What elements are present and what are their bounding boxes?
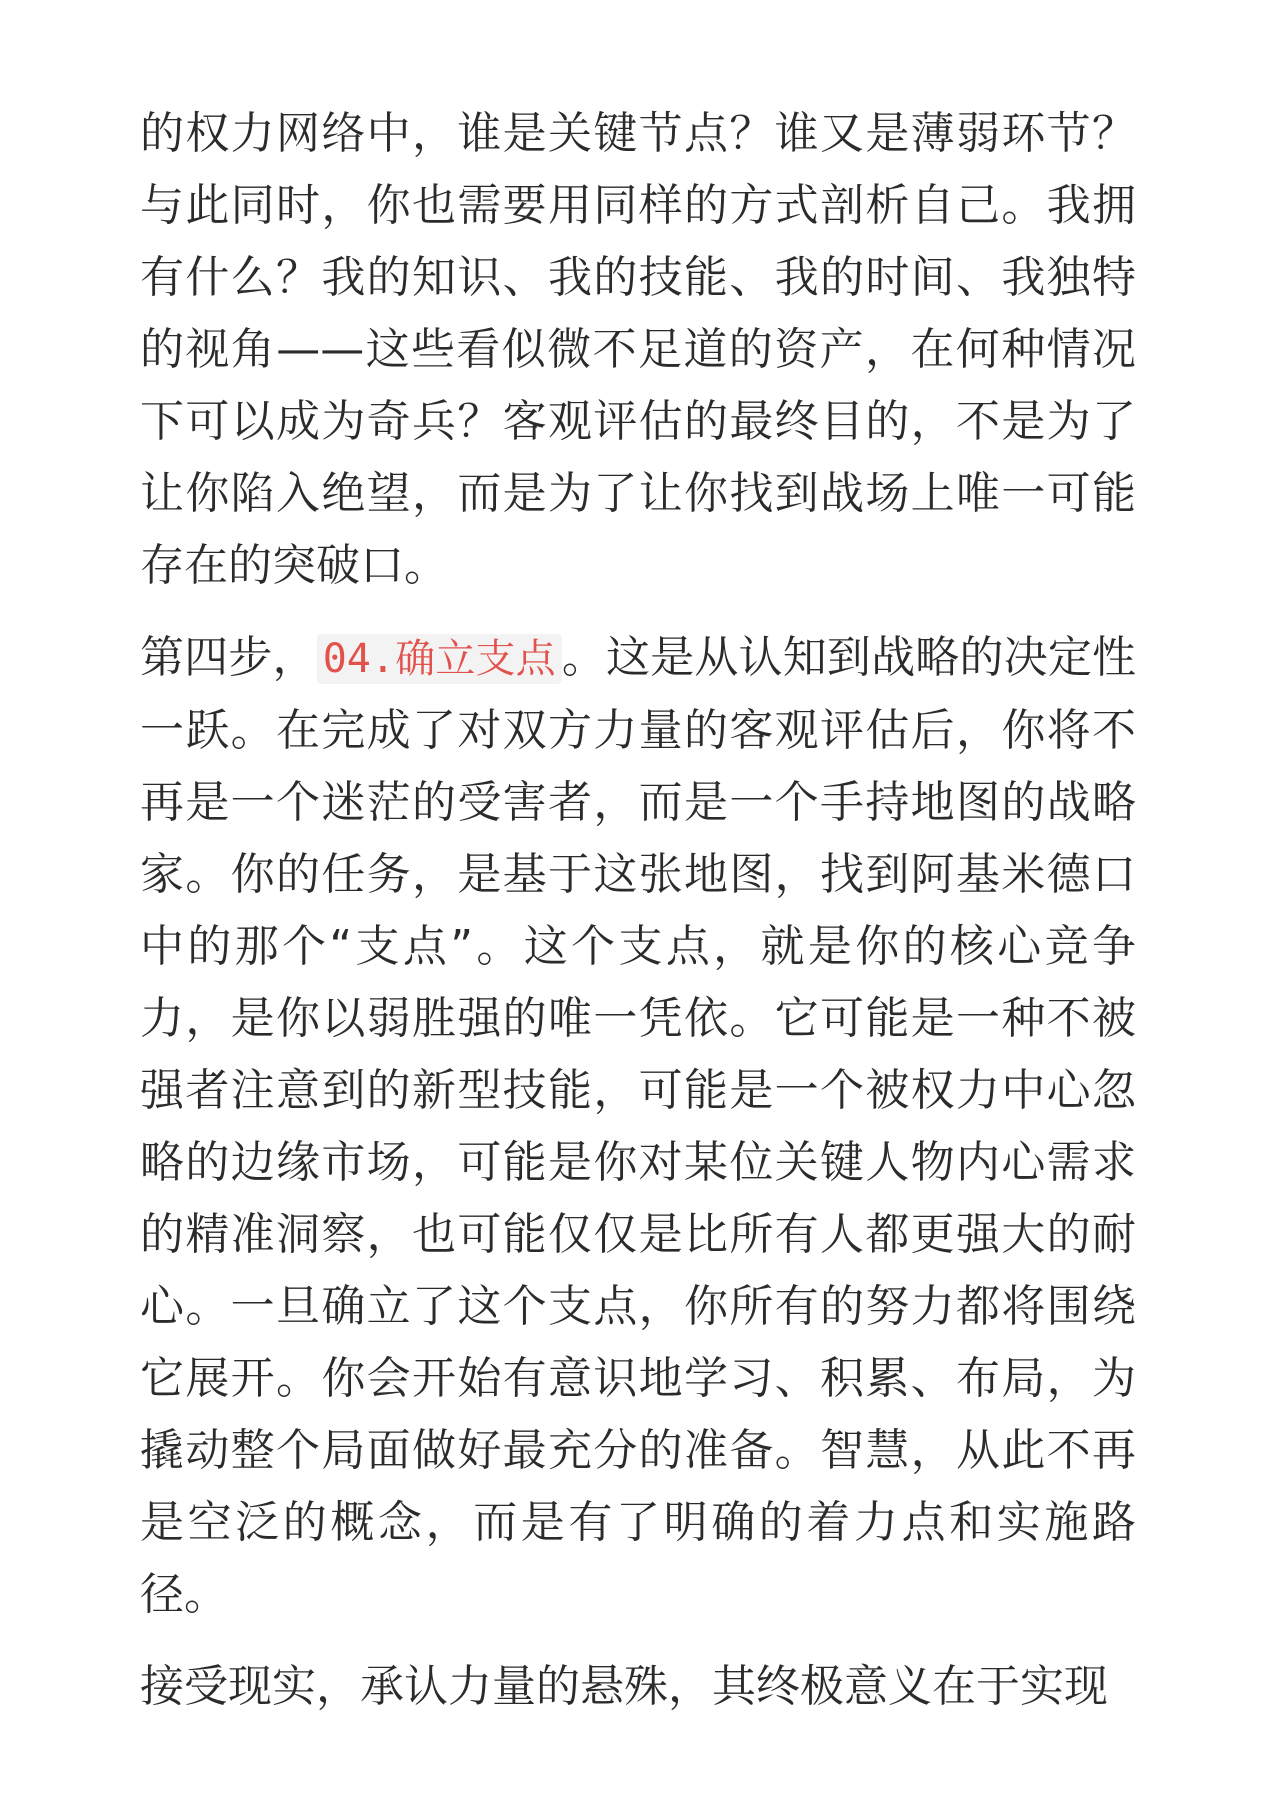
article-body xyxy=(140,98,1136,1743)
step-lead-text: 第四步， xyxy=(140,632,317,683)
paragraph-step-four xyxy=(140,622,1136,1631)
paragraph-conclusion xyxy=(140,1651,1136,1723)
step-heading-tag: 04.确立支点 xyxy=(317,634,562,684)
paragraph-text: 接受现实，承认力量的悬殊，其终极意义在于实现 xyxy=(140,1661,1108,1712)
step-body-text: 。这是从认知到战略的决定性一跃。在完成了对双方力量的客观评估后，你将不再是一个迷茫的受害者，而是一个手持地图的战略家。你的任务，是基于这张地图，找到阿基米德口中的那个“支点”。这个支点，就是你的核心竞争力，是你以弱胜强的唯一凭依。它可能是一种不被强者注意到的新型技能，可能是一个被权力中心忽略的边缘市场，可能是你对某位关键人物内心需求的精准洞察，也可能仅仅是比所有人都更强大的耐心。一旦确立了这个支点，你所有的努力都将围绕它展开。你会开始有意识地学习、积累、布局，为撬动整个局面做好最充分的准备。智慧，从此不再是空泛的概念，而是有了明确的着力点和实施路径。 xyxy=(140,632,1137,1620)
paragraph-text: 的权力网络中，谁是关键节点？谁又是薄弱环节？与此同时，你也需要用同样的方式剖析自己。我拥有什么？我的知识、我的技能、我的时间、我独特的视角——这些看似微不足道的资产，在何种情况下可以成为奇兵？客观评估的最终目的，不是为了让你陷入绝望，而是为了让你找到战场上唯一可能存在的突破口。 xyxy=(140,108,1136,591)
paragraph-self-assessment xyxy=(140,98,1136,602)
